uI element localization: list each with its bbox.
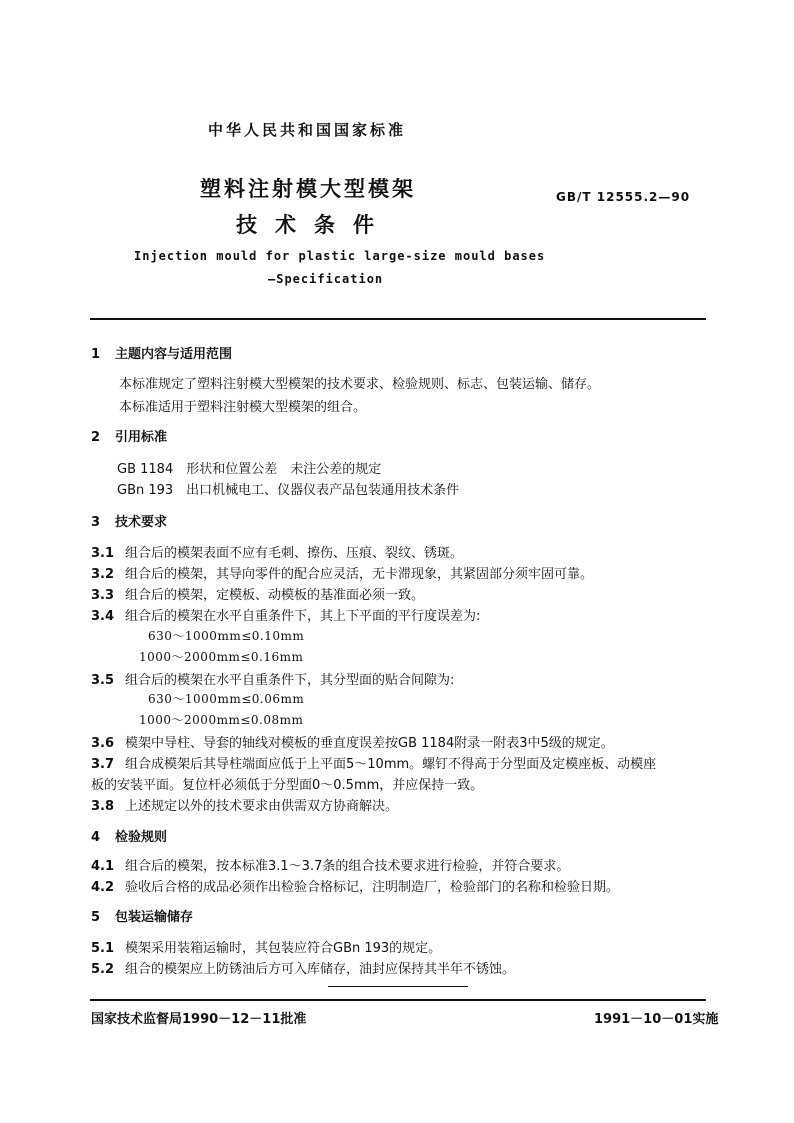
clause-text: 验收后合格的成品必须作出检验合格标记，注明制造厂，检验部门的名称和检验日期。 — [125, 880, 620, 895]
clause-number: 5.1 — [91, 941, 115, 956]
clause — [91, 732, 614, 751]
standard-number: GB/T 12555.2—90 — [556, 190, 691, 204]
tolerance-formula: 1000～2000mm≤0.08mm — [139, 713, 304, 727]
clause-number: 3.8 — [91, 799, 115, 814]
clause-text: 组合后的模架在水平自重条件下，其上下平面的平行度误差为: — [125, 609, 481, 624]
paragraph: 本标准适用于塑料注射模大型模架的组合。 — [119, 400, 367, 415]
section-heading — [91, 426, 167, 445]
clause — [91, 584, 424, 603]
section-number: 4 — [91, 830, 101, 845]
title-chinese-line1: 塑料注射模大型模架 — [200, 177, 416, 201]
section-title: 包装运输储存 — [115, 910, 194, 925]
clause-text: 组合后的模架，其导向零件的配合应灵活，无卡滞现象，其紧固部分须牢固可靠。 — [125, 567, 594, 582]
tolerance-formula: 630～1000mm≤0.10mm — [148, 629, 305, 643]
clause — [91, 753, 656, 772]
clause — [91, 605, 480, 624]
clause — [91, 958, 515, 977]
clause-number: 3.5 — [91, 673, 115, 688]
approval-date: 国家技术监督局1990－12－11批准 — [91, 1012, 307, 1027]
tolerance-formula: 630～1000mm≤0.06mm — [148, 692, 305, 706]
clause-continuation: 板的安装平面。复位杆必须低于分型面0～0.5mm，并应保持一致。 — [91, 778, 484, 793]
section-title: 检验规则 — [115, 830, 168, 845]
section-title: 技术要求 — [115, 515, 168, 530]
title-english-line1: Injection mould for plastic large-size mould bases — [134, 249, 546, 263]
clause — [91, 795, 398, 814]
clause-text: 上述规定以外的技术要求由供需双方协商解决。 — [125, 799, 399, 814]
clause — [91, 937, 441, 956]
clause — [91, 855, 569, 874]
tolerance-formula: 1000～2000mm≤0.16mm — [139, 650, 304, 664]
clause-text: 模架采用装箱运输时，其包装应符合GBn 193的规定。 — [125, 941, 442, 956]
clause-text: 模架中导柱、导套的轴线对模板的垂直度误差按GB 1184附录一附表3中5级的规定。 — [125, 736, 614, 751]
clause-text: 组合后的模架，定模板、动模板的基准面必须一致。 — [125, 588, 425, 603]
clause-number: 4.1 — [91, 859, 115, 874]
clause-text: 组合后的模架表面不应有毛刺、擦伤、压痕、裂纹、锈斑。 — [125, 546, 464, 561]
issuing-body: 中华人民共和国国家标准 — [208, 121, 407, 139]
clause — [91, 669, 454, 688]
section-number: 3 — [91, 515, 101, 530]
clause-text: 组合成模架后其导柱端面应低于上平面5～10mm。螺钉不得高于分型面及定模座板、动模座 — [125, 757, 657, 772]
reference-item: GBn 193 出口机械电工、仪器仪表产品包装通用技术条件 — [117, 483, 460, 498]
clause-number: 3.6 — [91, 736, 115, 751]
clause-number: 3.1 — [91, 546, 115, 561]
section-number: 1 — [91, 347, 101, 362]
implementation-date: 1991－10－01实施 — [594, 1012, 719, 1027]
section-number: 2 — [91, 430, 101, 445]
section-heading — [91, 826, 167, 845]
title-english-line2: —Specification — [268, 272, 384, 286]
clause — [91, 542, 463, 561]
section-title: 引用标准 — [115, 430, 168, 445]
section-heading — [91, 906, 193, 925]
paragraph: 本标准规定了塑料注射模大型模架的技术要求、检验规则、标志、包装运输、储存。 — [119, 377, 601, 392]
clause-number: 5.2 — [91, 962, 115, 977]
clause-text: 组合后的模架在水平自重条件下，其分型面的贴合间隙为: — [125, 673, 455, 688]
footer-divider — [90, 999, 706, 1001]
section-heading — [91, 343, 232, 362]
reference-item: GB 1184 形状和位置公差 未注公差的规定 — [117, 462, 382, 477]
section-title: 主题内容与适用范围 — [115, 347, 233, 362]
clause-number: 3.4 — [91, 609, 115, 624]
clause-number: 3.7 — [91, 757, 115, 772]
clause-text: 组合的模架应上防锈油后方可入库储存，油封应保持其半年不锈蚀。 — [125, 962, 516, 977]
clause-text: 组合后的模架，按本标准3.1～3.7条的组合技术要求进行检验，并符合要求。 — [125, 859, 570, 874]
clause — [91, 563, 593, 582]
clause-number: 3.3 — [91, 588, 115, 603]
clause — [91, 876, 619, 895]
clause-number: 3.2 — [91, 567, 115, 582]
section-heading — [91, 511, 167, 530]
clause-number: 4.2 — [91, 880, 115, 895]
title-chinese-line2: 技术条件 — [236, 213, 392, 237]
end-of-text-rule — [328, 986, 468, 987]
header-divider — [90, 318, 706, 320]
section-number: 5 — [91, 910, 101, 925]
